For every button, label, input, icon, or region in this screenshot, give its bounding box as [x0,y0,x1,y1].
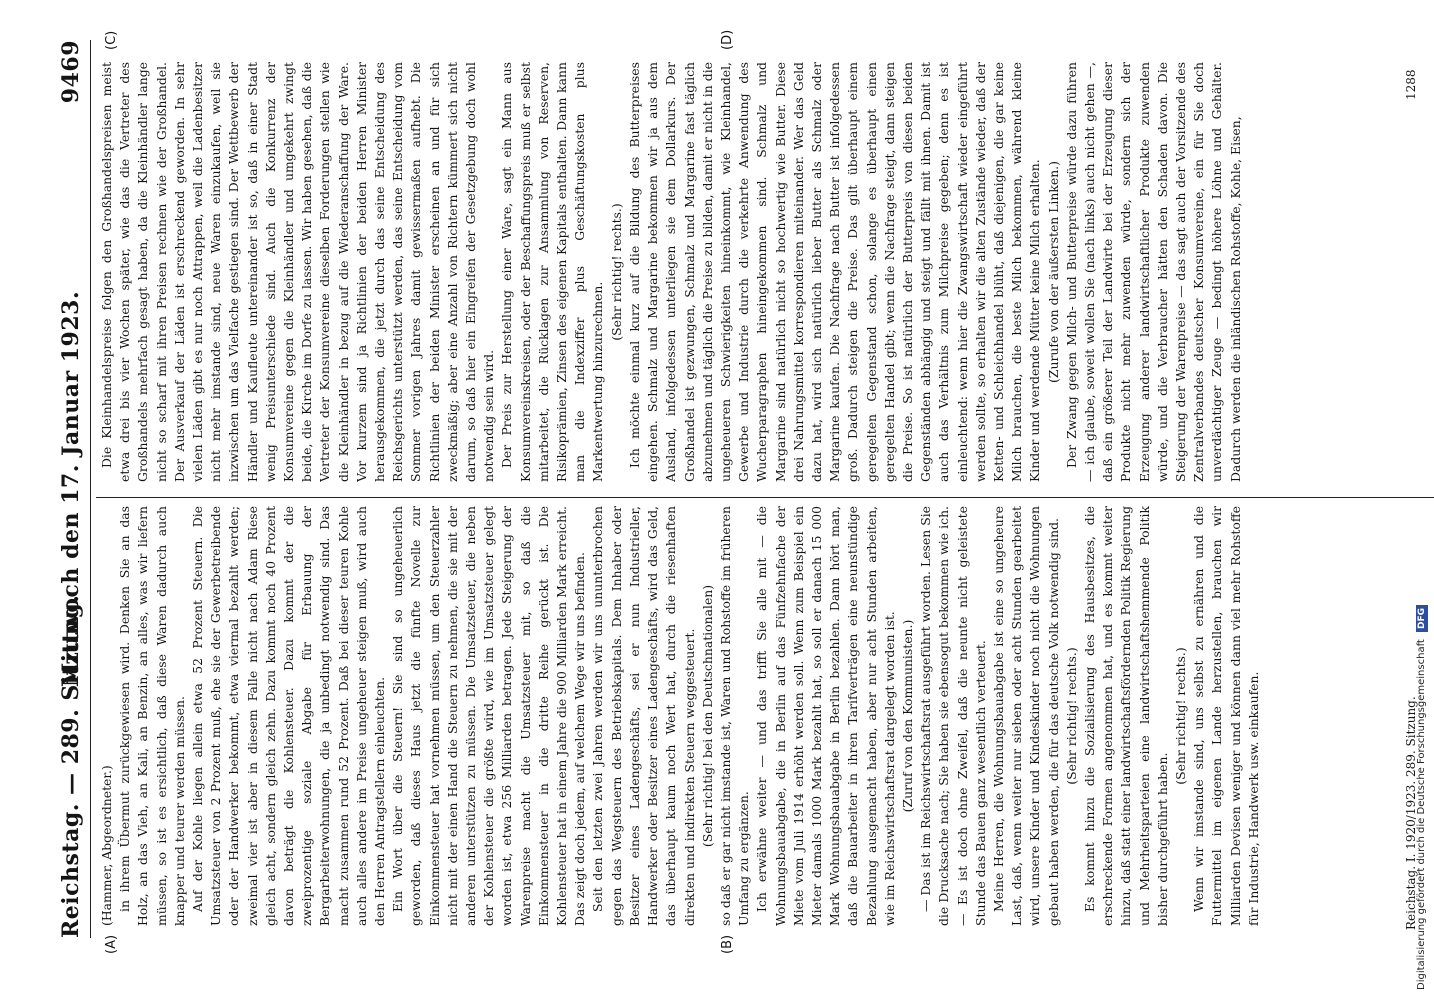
left-footer: Reichstag. I. 1920/1923. 289. Sitzung. [1404,696,1418,930]
header-rule [90,40,91,938]
paragraph: in ihrem Übermut zurückgewiesen wird. Denken Sie an das Holz, an das Vieh, an Kali, an Benzin, an alles, was wir liefern müssen, so ist es ersichtlich, daß diese Waren dadurch auch knapper und teurer werden müssen. [117,506,187,926]
paragraph: Die Kleinhandelspreise folgen den Großhandelspreisen meist etwa drei bis vier Wochen später, wie das die Vertreter des Großhandels mehrfach gesagt haben, da die Kleinhändler lange nicht so scharf mit ihren Preisen rechnen wie der Großhandel. Der Ausverkauf der Läden ist erschreckend geworden. In sehr vielen Läden gibt es nur noch Attrappen, weil die Ladenbesitzer nicht mehr imstande sind, neue Waren einzukaufen, weil sie inzwischen um das Vielfache gestiegen sind. Der Wettbewerb der Händler und Kaufleute untereinander ist so, daß in einer Stadt wenig Preisunterschiede sind. Auch die Konkurrenz der Konsumvereine gegen die Kleinhändler und umgekehrt zwingt beide, die Kirche im Dorfe zu lassen. Wir haben gesehen, daß die Vertreter der Konsumvereine dieselben Forderungen stellen wie die Kleinhändler in bezug auf die Wiederanschaffung der Ware. Vor kurzem sind ja Richtlinien der beiden Herren Minister herausgekommen, die jetzt durch das seine Entscheidung des Reichsgerichts unterstützt werden, das seine Entscheidung vom Sommer vorigen Jahres damit gewissermaßen aufhebt. Die Richtlinien der beiden Minister erscheinen an und für sich zweckmäßig; aber eine Anzahl von Richtern kümmert sich nicht darum, so daß hier ein Eingreifen der Gesetzgebung doch wohl notwendig sein wird. [99,62,497,482]
paragraph: Meine Herren, die Wohnungsbauabgabe ist eine so ungeheure Last, daß, wenn weiter nur sieben oder acht Stunden gearbeitet wird, unsere Kinder und Kindeskinder noch nicht die Wohnungen gebaut haben werden, die für das deutsche Volk notwendig sind. [990,506,1061,926]
interjection: (Sehr richtig! bei den Deutschnationalen) [699,584,715,848]
paragraph: Ein Wort über die Steuern! Sie sind so ungeheuerlich geworden, daß dieses Haus jetzt die fünfte Novelle zur Einkommensteuer hat vornehmen müssen, um den Steuerzahler nicht mit der einen Hand die Steuern zu nehmen, die sie mit der anderen unterstützen zu müssen. Die Umsatzsteuer, die neben der Kohlensteuer die größte wird, wie im Umsatzsteuer gelegt worden ist, etwa 256 Milliarden betragen. Jede Steigerung der Warenpreise macht die Umsatzsteuer mit, so daß die Einkommensteuer in die dritte Reihe gerückt ist. Die Kohlensteuer hat in einem Jahre die 900 Milliarden Mark erreicht. Das zeigt doch jedem, auf welchem Wege wir uns befinden. [390,506,588,926]
paragraph: — Das ist im Reichswirtschaftsrat ausgeführt worden. Lesen Sie die Drucksache nach; Sie haben sie ebensogut bekommen wie ich. — Es ist doch ohne Zweifel, daß die neunte nicht geleistete Stunde das Bauen ganz wesentlich verteuert. [918,506,988,926]
paragraph: Ich erwähne weiter — und das trifft Sie alle mit — die Wohnungsbauabgabe, die in Berlin auf das Fünfzehnfache der Miete vom Juli 1914 erhöht werden soll. Wenn zum Beispiel ein Mieter damals 1000 Mark bezahlt hat, so soll er danach 15 000 Mark Wohnungsbauabgabe in Berlin bezahlen. Dann hört man, daß die Bauarbeiter in ihren Tarifverträgen eine neunstündige Bezahlung ausgemacht haben, aber nur acht Stunden arbeiten, wie im Reichswirtschaftsrat dargelegt worden ist. [754,506,897,926]
paragraph: Es kommt hinzu die Sozialisierung des Hausbesitzes, die erschreckende Formen angenommen hat, und es kommt weiter hinzu, daß statt einer landwirtschaftsfördernden Politik Regierung und Mehrheitsparteien eine landwirtschaftshemmende Politik bisher durchgeführt haben. [1081,506,1170,926]
paragraph: Wenn wir imstande sind, uns selbst zu ernähren und die Futtermittel im eigenen Lande herzustellen, brauchen wir Milliarden Devisen weniger und können dann viel mehr Rohstoffe für Industrie, Handwerk usw. einkaufen. [1191,506,1261,926]
right-column [98,62,1398,482]
speaker-line: (Hammer, Abgeordneter.) [99,765,114,926]
interjection: (Sehr richtig! rechts.) [1172,647,1188,785]
interjection: (Sehr richtig! rechts.) [1063,647,1079,785]
interjection: (Zuruf von den Kommunisten.) [899,619,915,813]
page-header [52,40,88,938]
paragraph: Auf der Kohle liegen allein etwa 52 Prozent Steuern. Die Umsatzsteuer von 2 Prozent muß, ehe sie der Gewerbetreibende oder der Handwerker bekommt, etwa viermal bezahlt werden; zweimal vier ist aber in diesem Falle nicht nach Adam Riese gleich acht, sondern gleich zehn. Dazu kommt noch 40 Prozent davon beträgt die Kohlensteuer. Dazu kommt der die zweiprozentige soziale Abgabe für Erbauung der Bergarbeiterwohnungen, die ja unbedingt notwendig sind. Das macht zusammen rund 52 Prozent. Daß bei dieser teuren Kohle auch alles andere im Preise ungeheuer steigen muß, wird auch den Herren Antragstellern einleuchten. [190,506,388,926]
paragraph: Der Preis zur Herstellung einer Ware, sagt ein Mann aus Konsumvereinskreisen, oder der Beschaffungspreis muß er selbst mitarbeitet, die Rücklagen zur Ansammlung von Reserven, Risikoprämien, Zinsen des eigenen Kapitals enthalten. Dann kann man die Indexziffer plus Geschäftungskosten plus Markentwertung hinzurechnen. [499,62,606,482]
dfg-logo: DFG [1416,605,1428,632]
interjection: (Zurufe von der äußersten Linken.) [1045,161,1061,383]
paragraph: Seit den letzten zwei Jahren werden wir uns ununterbrochen gegen das Wegsteuern des Betriebskapitals. Dem Inhaber oder Besitzer eines Ladengeschäfts, sei er nun Industrieller, Handwerker oder Besitzer eines Ladengeschäfts, wird das Geld, das überhaupt kaum noch Wert hat, durch die riesenhaften direkten und indirekten Steuern weggesteuert. [590,506,697,926]
digitization-note [1414,10,1430,990]
column-divider [96,497,1434,498]
margin-marker-c: (C) [104,30,119,50]
header-left: Reichstag. — 289. Sitzung. [58,594,84,938]
header-page-number: 9469 [58,40,84,104]
margin-marker-a: (A) [104,934,119,954]
paragraph: so daß er gar nicht imstande ist, Waren und Rohstoffe im früheren Umfang zu ergänzen. [717,506,752,926]
digitization-text: Digitalisierung gefördert durch die Deutsche Forschungsgemeinschaft [1416,639,1427,990]
margin-marker-d: (D) [720,29,735,50]
paragraph: Der Zwang gegen Milch- und Butterpreise würde dazu führen — ich glaube, soweit wollen Sie (nach links) auch nicht gehen —, daß ein größerer Teil der Landwirte bei der Erzeugung dieser Produkte nicht mehr zuwenden würde, sondern sich der Erzeugung anderer landwirtschaftlicher Produkte zuwenden würde, und die Verbraucher hätten den Schaden davon. Die Steigerung der Warenpreise — das sagt auch der Vorsitzende des Zentralverbandes deutscher Konsumvereine, ein für Sie doch unverdächtiger Zeuge — bedingt höhere Löhne und Gehälter. Dadurch werden die inländischen Rohstoffe, Kohle, Eisen, [1063,62,1243,482]
left-column [98,506,1398,926]
interjection: (Sehr richtig! rechts.) [608,203,624,341]
margin-marker-b: (B) [720,934,735,954]
right-footer-number: 1288 [1404,69,1418,100]
paragraph: Ich möchte einmal kurz auf die Bildung des Butterpreises eingehen. Schmalz und Margarine bekommen wir ja aus dem Ausland, infolgedessen unterliegen sie dem Dollarkurs. Der Großhandel ist gezwungen, Schmalz und Margarine fast täglich abzunehmen und täglich die Preise zu bilden, damit er nicht in die ungeheueren Schwierigkeiten hineinkommt, wie Kleinhandel, Gewerbe und Industrie durch die verkehrte Anwendung des Wucherparagraphen hineingekommen sind. Schmalz und Margarine sind natürlich nicht so hochwertig wie Butter. Diese drei Nahrungsmittel korrespondieren miteinander. Wer das Geld dazu hat, wird sich natürlich lieber Butter als Schmalz oder Margarine kaufen. Die Nachfrage nach Butter ist infolgedessen groß. Dadurch steigen die Preise. Das gilt überhaupt einem geregelten Gegenstand schon, solange es überhaupt einen geregelten Handel gibt; wenn die Nachfrage steigt, dann steigen die Preise. So ist natürlich der Butterpreis von diesen beiden Gegenständen abhängig und steigt und fällt mit ihnen. Damit ist auch das Verhältnis zum Milchpreise gegeben; denn es ist einleuchtend: wenn hier die Zwangswirtschaft wieder eingeführt werden sollte, so erhalten wir die alten Zustände wieder, daß der Ketten- und Schleichhandel blüht, daß diejenigen, die gar keine Milch brauchen, die beste Milch bekommen, während kleine Kinder und werdende Mütter keine Milch erhalten. [626,62,1043,482]
header-center: Mittwoch den 17. Januar 1923. [58,290,84,688]
